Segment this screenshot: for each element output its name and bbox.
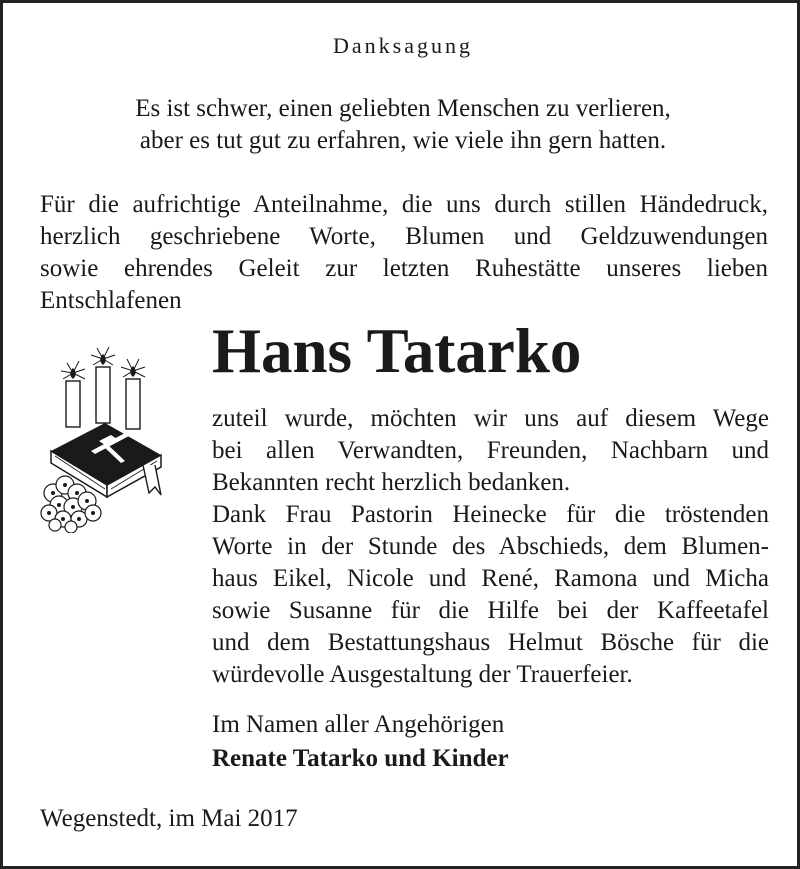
text-line: sowie Susanne für die Hilfe bei der Kaffeetafel (212, 597, 769, 624)
text-line: haus Eikel, Nicole und René, Ramona und Micha (212, 565, 769, 592)
text-line: Dank Frau Pastorin Heinecke für die tröstenden (212, 501, 769, 528)
text-line: Entschlafenen (40, 287, 182, 314)
deceased-name: Hans Tatarko (212, 316, 582, 386)
thanks-paragraph-opening (40, 189, 768, 317)
intro-line: aber es tut gut zu erfahren, wie viele ihn gern hatten. (139, 127, 667, 154)
text-line: bei allen Verwandten, Freunden, Nachbarn und (212, 437, 769, 464)
thanks-paragraph-body (212, 403, 769, 691)
text-line: zuteil wurde, möchten wir uns auf diesem Wege (212, 405, 769, 432)
text-line: herzlich geschriebene Worte, Blumen und Geldzuwendungen (40, 223, 768, 250)
family-name: Renate Tatarko und Kinder (212, 745, 509, 772)
text-line: würdevolle Ausgestaltung der Trauerfeier. (212, 661, 633, 688)
candles-bible-flowers-icon (33, 343, 183, 533)
place-date: Wegenstedt, im Mai 2017 (40, 805, 298, 832)
signature-block (212, 708, 509, 776)
text-line: Bekannten recht herzlich bedanken. (212, 469, 571, 496)
text-line: Worte in der Stunde des Abschieds, dem Blumen- (212, 533, 769, 560)
signoff-text: Im Namen aller Angehörigen (212, 711, 505, 738)
intro-quote (3, 93, 800, 157)
intro-line: Es ist schwer, einen geliebten Menschen zu verlieren, (135, 95, 671, 122)
text-line: Für die aufrichtige Anteilnahme, die uns durch stillen Händedruck, (40, 191, 768, 218)
text-line: sowie ehrendes Geleit zur letzten Ruhestätte unseres lieben (40, 255, 768, 282)
text-line: und dem Bestattungshaus Helmut Bösche für die (212, 629, 769, 656)
notice-heading: Danksagung (333, 33, 473, 58)
